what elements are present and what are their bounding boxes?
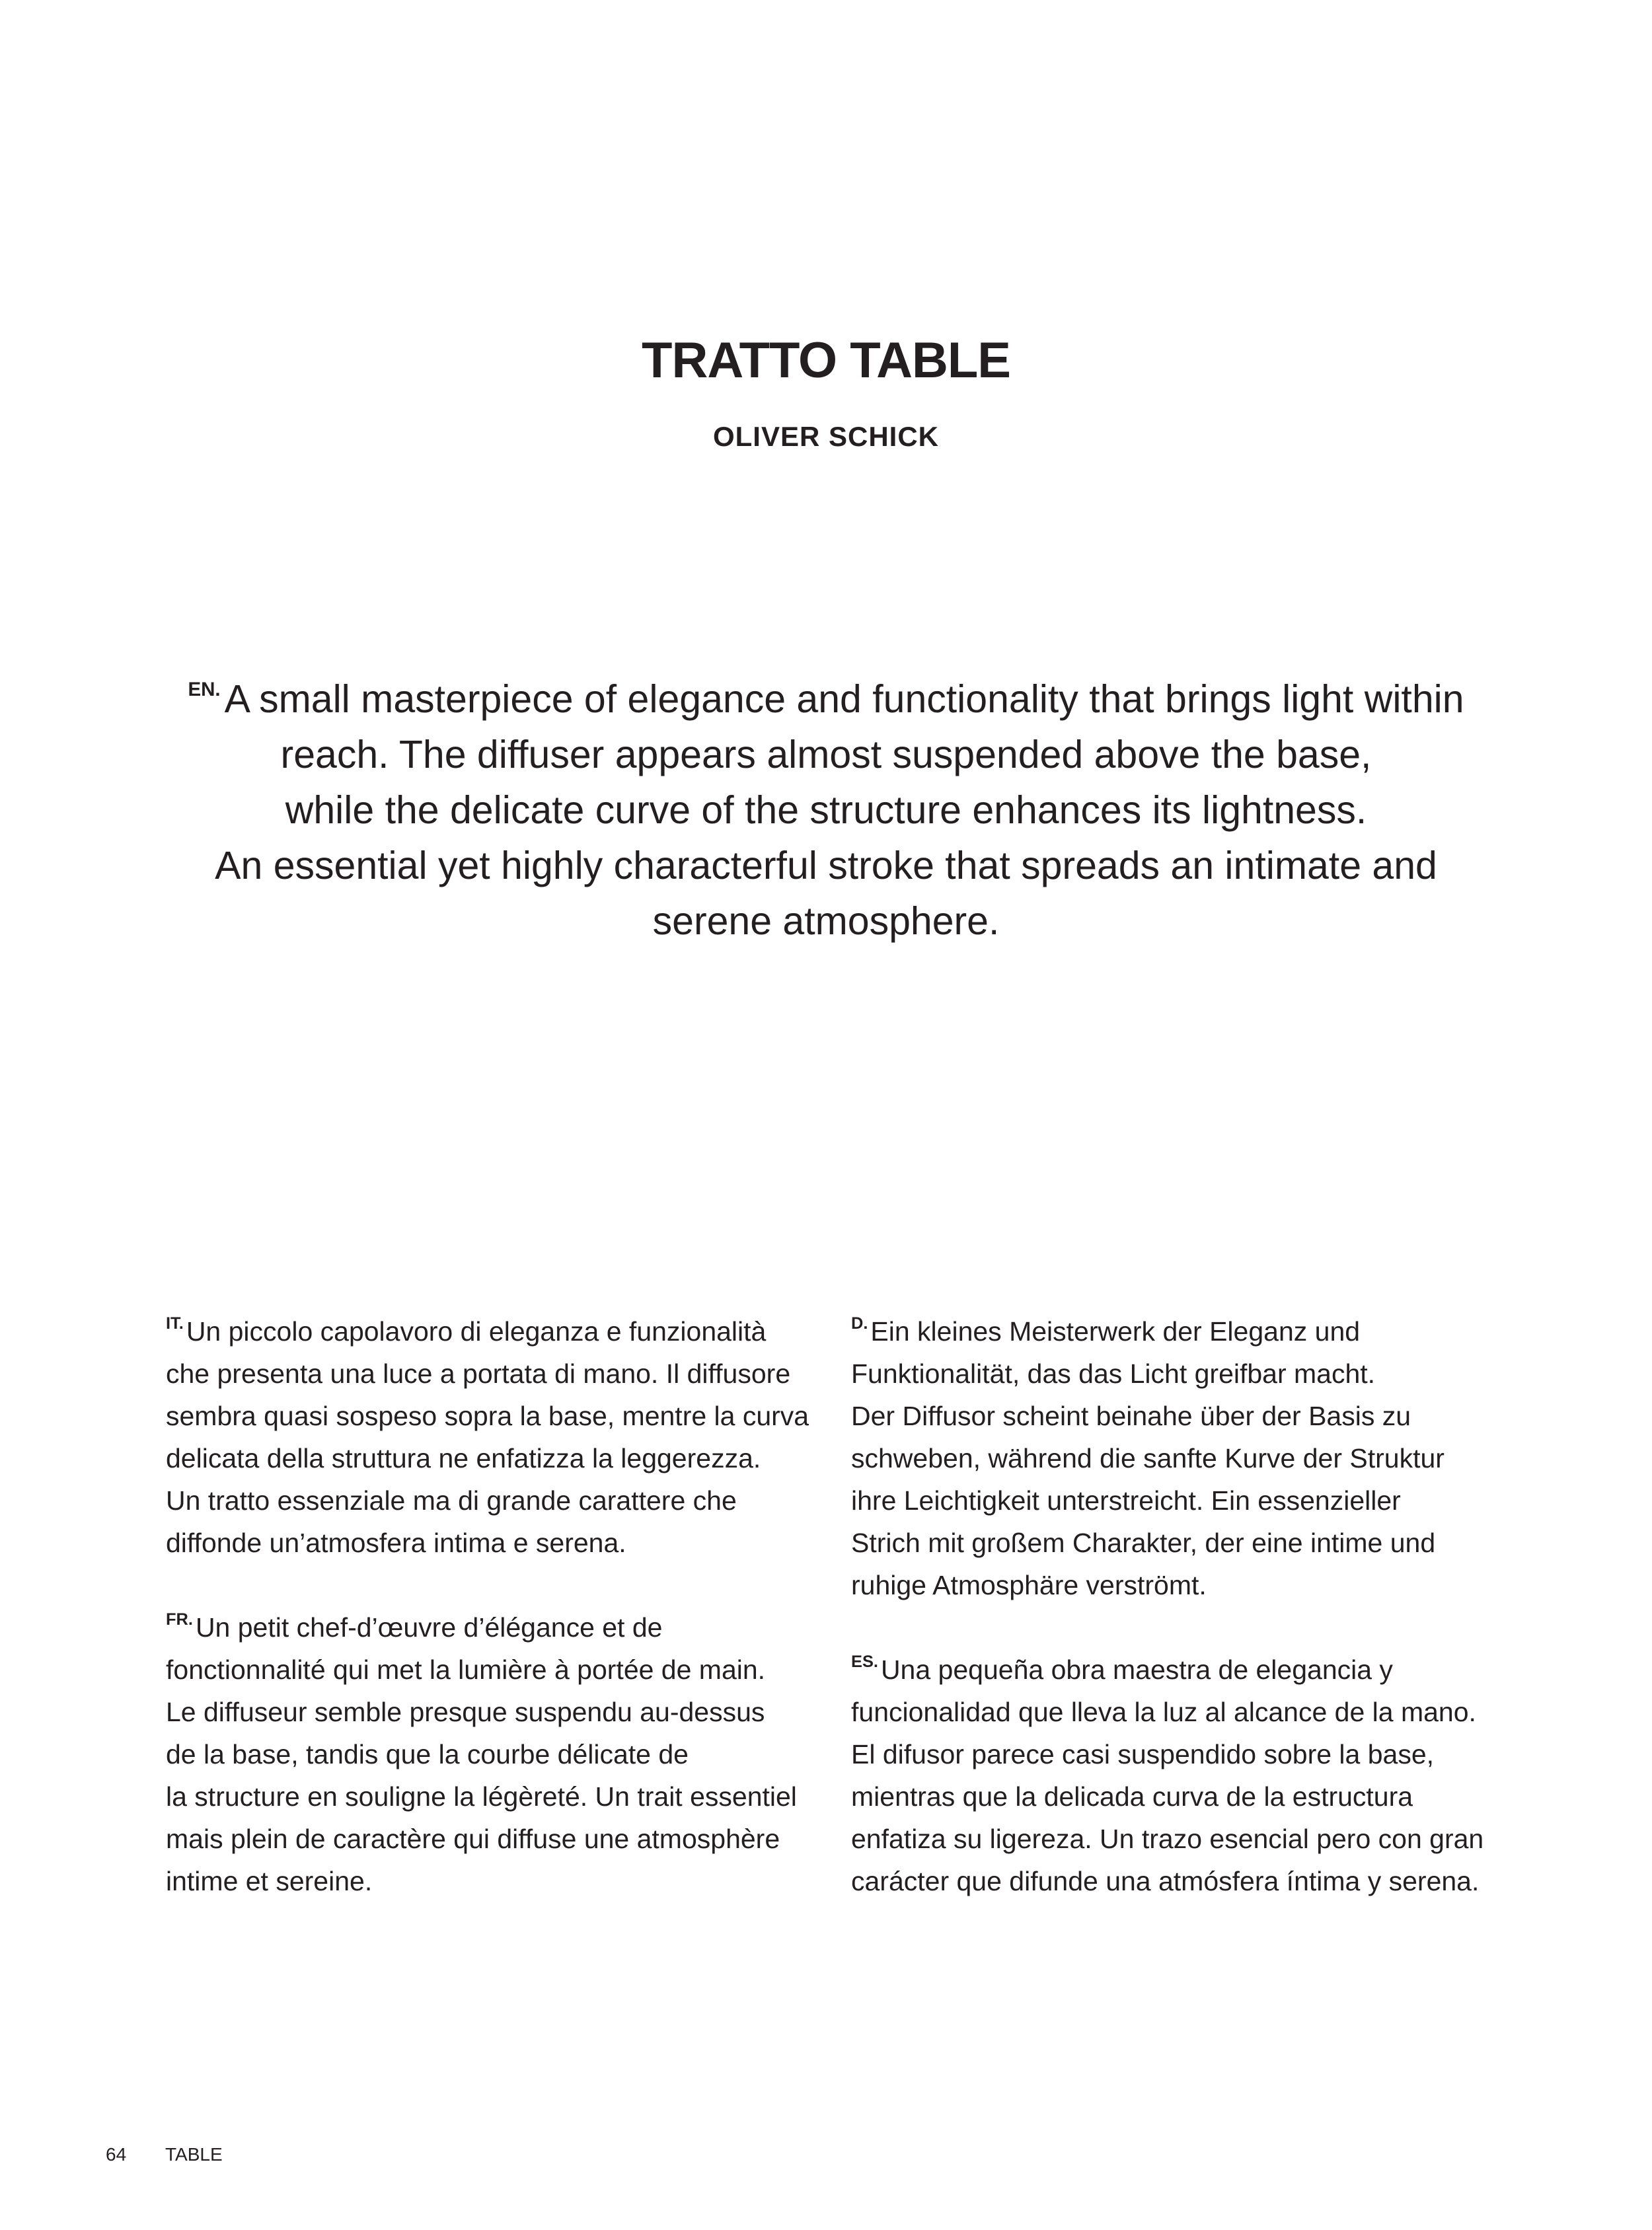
text-line: sembra quasi sospeso sopra la base, mentre la curva [166, 1401, 809, 1431]
text-line: diffonde un’atmosfera intima e serena. [166, 1528, 626, 1558]
text-line: El difusor parece casi suspendido sobre la base, [851, 1739, 1435, 1769]
text-line: Strich mit großem Charakter, der eine intime und [851, 1528, 1436, 1558]
intro-line: $^{EN.}$ A small masterpiece of elegance and functionality that brings light within [188, 677, 1464, 721]
section-label: TABLE [165, 2144, 223, 2165]
paragraph-it [166, 1310, 827, 1564]
designer-name: OLIVER SCHICK [712, 421, 940, 452]
paragraph-es [851, 1649, 1512, 1902]
text-line: fonctionnalité qui met la lumière à portée de main. [166, 1654, 766, 1685]
text-line: de la base, tandis que la courbe délicate de [166, 1739, 689, 1769]
right-column [851, 1310, 1512, 1902]
intro-line: An essential yet highly characterful stroke that spreads an intimate and [215, 844, 1437, 887]
text-line: $^{D.}$Ein kleines Meisterwerk der Eleganz und [851, 1314, 1361, 1347]
text-line: delicata della struttura ne enfatizza la leggerezza. [166, 1443, 761, 1473]
lang-tag-fr: FR. [166, 1610, 193, 1629]
intro-line: reach. The diffuser appears almost suspended above the base, [280, 733, 1372, 776]
text-line: Funktionalität, das das Licht greifbar macht. [851, 1358, 1376, 1389]
text-line: $^{ES.}$Una pequeña obra maestra de elegancia y [851, 1653, 1393, 1685]
text-line: mientras que la delicada curva de la estructura [851, 1781, 1413, 1812]
intro-line: serene atmosphere. [652, 899, 1000, 943]
paragraph-de [851, 1310, 1512, 1606]
text-line: intime et sereine. [166, 1866, 373, 1896]
text-line: la structure en souligne la légèreté. Un trait essentiel [166, 1781, 797, 1812]
text-line: enfatiza su ligereza. Un trazo esencial pero con gran [851, 1824, 1484, 1854]
intro-line: while the delicate curve of the structure enhances its lightness. [285, 788, 1367, 832]
lang-tag-it: IT. [166, 1314, 184, 1333]
left-column [166, 1310, 827, 1902]
page-title: TRATTO TABLE [642, 332, 1010, 389]
intro-paragraph-en [159, 671, 1493, 949]
lang-tag-es: ES. [851, 1653, 878, 1672]
paragraph-fr [166, 1606, 827, 1902]
text-line: carácter que difunde una atmósfera íntima y serena. [851, 1866, 1480, 1896]
text-line: Le diffuseur semble presque suspendu au-dessus [166, 1697, 765, 1727]
page-number: 64 [106, 2144, 127, 2165]
text-line: mais plein de caractère qui diffuse une atmosphère [166, 1824, 780, 1854]
text-line: Der Diffusor scheint beinahe über der Basis zu [851, 1401, 1411, 1431]
text-line: che presenta una luce a portata di mano. Il diffusore [166, 1358, 791, 1389]
text-line: funcionalidad que lleva la luz al alcance de la mano. [851, 1697, 1476, 1727]
text-line: schweben, während die sanfte Kurve der Struktur [851, 1443, 1445, 1473]
text-line: ruhige Atmosphäre verströmt. [851, 1570, 1207, 1600]
text-line: $^{FR.}$Un petit chef-d’œuvre d’élégance et de [166, 1610, 663, 1643]
lang-tag-en: EN. [188, 678, 221, 700]
text-line: $^{IT.}$Un piccolo capolavoro di eleganza e funzionalità [166, 1314, 767, 1347]
text-line: Un tratto essenziale ma di grande carattere che [166, 1485, 737, 1516]
text-line: ihre Leichtigkeit unterstreicht. Ein essenzieller [851, 1485, 1401, 1516]
lang-tag-de: D. [851, 1314, 868, 1333]
